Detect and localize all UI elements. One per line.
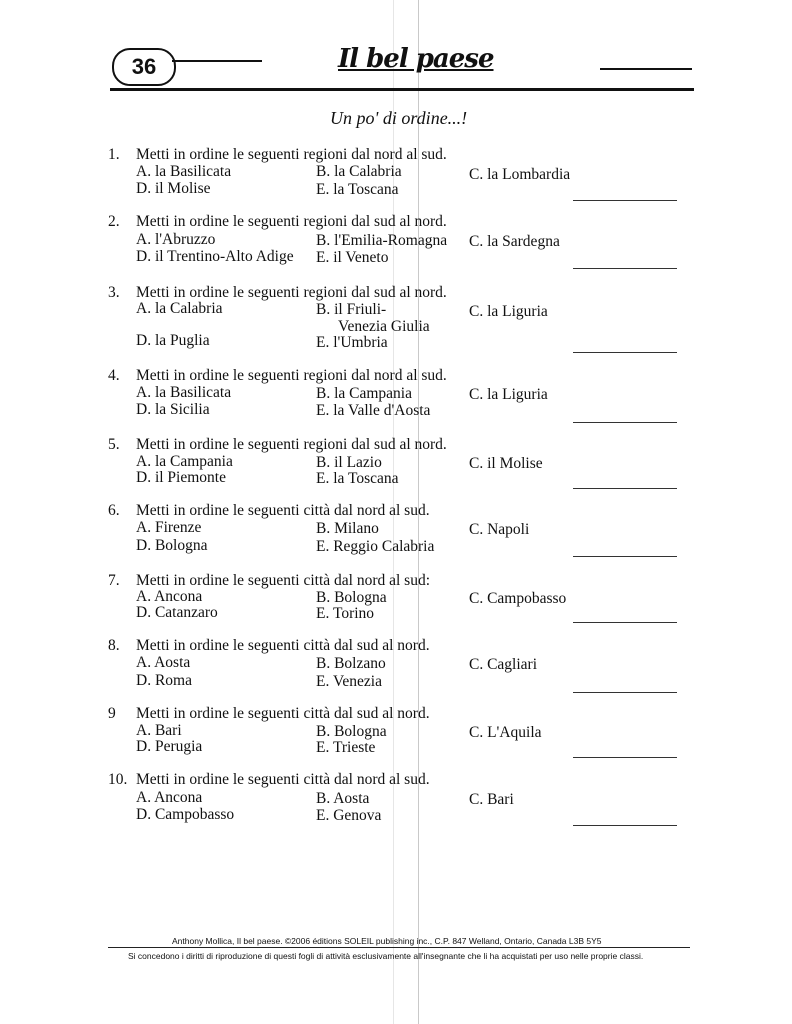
question-text: Metti in ordine le seguenti regioni dal sud al nord. [136, 213, 447, 230]
footer-credit: Anthony Mollica, Il bel paese. ©2006 éditions SOLEIL publishing inc., C.P. 847 Welland, Ontario, Canada L3B 5Y5 [172, 936, 602, 946]
header-rule-left [172, 60, 262, 62]
option-a: A. la Calabria [136, 300, 223, 317]
option-c: C. L'Aquila [469, 724, 542, 741]
option-d: D. Catanzaro [136, 604, 218, 621]
answer-line[interactable] [573, 692, 677, 693]
option-a: A. la Basilicata [136, 163, 232, 180]
question-number: 10. [108, 771, 128, 788]
question-3 [108, 284, 698, 354]
answer-line[interactable] [573, 757, 677, 758]
question-text: Metti in ordine le seguenti regioni dal nord al sud. [136, 367, 447, 384]
option-b: B. l'Emilia-Romagna [316, 232, 448, 249]
option-a: A. la Campania [136, 453, 233, 470]
option-b: B. il Lazio [316, 454, 382, 471]
option-b: B. la Calabria [316, 163, 402, 180]
question-9 [108, 705, 698, 759]
option-a: A. la Basilicata [136, 384, 232, 401]
answer-line[interactable] [573, 825, 677, 826]
option-c: C. Cagliari [469, 656, 538, 673]
header-rule-right [600, 68, 692, 70]
option-b: B. il Friuli- [316, 301, 387, 318]
question-number: 8. [108, 637, 120, 654]
question-text: Metti in ordine le seguenti città dal nord al sud. [136, 502, 430, 519]
question-number: 3. [108, 284, 120, 301]
option-a: A. Aosta [136, 654, 191, 671]
book-title: Il bel paese [338, 44, 494, 74]
footer-rule [108, 947, 690, 948]
question-number: 5. [108, 436, 120, 453]
option-e: E. Reggio Calabria [316, 538, 435, 555]
question-number: 7. [108, 572, 120, 589]
question-5 [108, 436, 698, 490]
answer-line[interactable] [573, 556, 677, 557]
option-a: A. l'Abruzzo [136, 231, 216, 248]
option-a: A. Ancona [136, 588, 203, 605]
question-4 [108, 367, 698, 423]
answer-line[interactable] [573, 622, 677, 623]
option-e: E. la Toscana [316, 470, 399, 487]
question-2 [108, 213, 698, 271]
question-text: Metti in ordine le seguenti regioni dal nord al sud. [136, 146, 447, 163]
question-1 [108, 146, 698, 202]
answer-line[interactable] [573, 268, 677, 269]
option-e: E. Trieste [316, 739, 376, 756]
option-b: B. Bologna [316, 589, 387, 606]
option-b: B. Bolzano [316, 655, 386, 672]
option-d: D. Campobasso [136, 806, 235, 823]
option-e: E. Torino [316, 605, 375, 622]
option-e: E. la Toscana [316, 181, 399, 198]
option-c: C. la Liguria [469, 303, 548, 320]
answer-line[interactable] [573, 352, 677, 353]
question-10 [108, 771, 698, 827]
option-c: C. il Molise [469, 455, 543, 472]
question-text: Metti in ordine le seguenti città dal nord al sud. [136, 771, 430, 788]
option-c: C. Bari [469, 791, 514, 808]
question-number: 4. [108, 367, 120, 384]
option-d: D. la Puglia [136, 332, 210, 349]
question-7 [108, 572, 698, 626]
option-b: B. Milano [316, 520, 379, 537]
option-e: E. Venezia [316, 673, 382, 690]
option-e: E. l'Umbria [316, 334, 388, 351]
question-text: Metti in ordine le seguenti città dal sud al nord. [136, 705, 430, 722]
question-text: Metti in ordine le seguenti regioni dal sud al nord. [136, 284, 447, 301]
option-d: D. il Trentino-Alto Adige [136, 248, 294, 265]
question-8 [108, 637, 698, 693]
question-number: 6. [108, 502, 120, 519]
answer-line[interactable] [573, 200, 677, 201]
footer-rights: Si concedono i diritti di riproduzione di questi fogli di attività esclusivamente all'insegnante che li ha acquistati per uso nelle proprie classi. [128, 951, 644, 961]
option-b: B. Bologna [316, 723, 387, 740]
option-c: C. la Sardegna [469, 233, 560, 250]
option-b: B. la Campania [316, 385, 412, 402]
option-e: E. il Veneto [316, 249, 389, 266]
option-e: E. Genova [316, 807, 382, 824]
option-c: C. la Liguria [469, 386, 548, 403]
option-d: D. il Piemonte [136, 469, 226, 486]
option-a: A. Firenze [136, 519, 202, 536]
option-d: D. Perugia [136, 738, 203, 755]
option-c: C. la Lombardia [469, 166, 571, 183]
option-a: A. Bari [136, 722, 182, 739]
option-d: D. Roma [136, 672, 192, 689]
question-text: Metti in ordine le seguenti regioni dal sud al nord. [136, 436, 447, 453]
question-6 [108, 502, 698, 558]
question-number: 9 [108, 705, 116, 722]
question-text: Metti in ordine le seguenti città dal sud al nord. [136, 637, 430, 654]
question-number: 2. [108, 213, 120, 230]
option-c: C. Campobasso [469, 590, 567, 607]
worksheet-subtitle: Un po' di ordine...! [330, 108, 468, 128]
option-e: E. la Valle d'Aosta [316, 402, 431, 419]
option-d: D. il Molise [136, 180, 211, 197]
question-text: Metti in ordine le seguenti città dal nord al sud: [136, 572, 431, 589]
option-b: B. Aosta [316, 790, 370, 807]
header-rule [110, 88, 694, 91]
question-number: 1. [108, 146, 120, 163]
option-d: D. la Sicilia [136, 401, 210, 418]
option-d: D. Bologna [136, 537, 208, 554]
page-number: 36 [112, 48, 176, 86]
answer-line[interactable] [573, 422, 677, 423]
option-c: C. Napoli [469, 521, 530, 538]
option-a: A. Ancona [136, 789, 203, 806]
answer-line[interactable] [573, 488, 677, 489]
option-b-continued: Venezia Giulia [338, 318, 430, 335]
